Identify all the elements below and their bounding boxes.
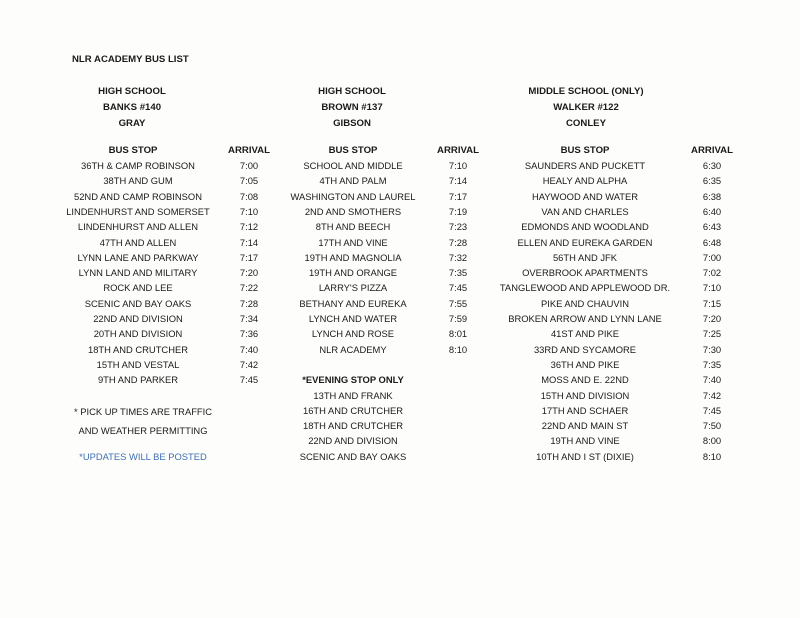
column-2-heading — [300, 84, 404, 132]
arrival-time: 7:10 — [448, 160, 468, 171]
stop-name: PIKE AND CHAUVIN — [540, 297, 630, 309]
driver-label: CONLEY — [566, 118, 606, 129]
arrival-time: 6:30 — [702, 160, 722, 171]
stop-name: LYNCH AND ROSE — [311, 328, 395, 340]
arrival-header: ARRIVAL — [228, 145, 270, 156]
arrival-time: 6:38 — [702, 190, 722, 202]
school-label: MIDDLE SCHOOL (ONLY) — [528, 86, 644, 97]
arrival-time: 7:45 — [239, 374, 259, 386]
stop-name: 17TH AND SCHAER — [541, 404, 629, 416]
arrival-header: ARRIVAL — [437, 145, 479, 156]
stop-name: 19TH AND ORANGE — [308, 267, 398, 279]
stop-name: 20TH AND DIVISION — [93, 328, 183, 340]
arrival-time: 7:30 — [702, 343, 722, 355]
stop-name: 19TH AND MAGNOLIA — [304, 251, 402, 263]
arrival-time: 7:12 — [239, 221, 259, 233]
stop-name: LINDENHURST AND SOMERSET — [66, 205, 210, 217]
arrival-time: 6:48 — [702, 236, 722, 248]
stop-name: 18TH AND CRUTCHER — [87, 343, 188, 355]
stop-name: WASHINGTON AND LAUREL — [290, 190, 416, 202]
driver-label: GRAY — [118, 118, 146, 129]
arrival-time: 7:55 — [448, 297, 468, 309]
stop-name: 15TH AND DIVISION — [540, 389, 630, 401]
stop-name: LARRY'S PIZZA — [318, 282, 388, 294]
stop-name: LYNCH AND WATER — [308, 313, 398, 324]
stop-name: 4TH AND PALM — [319, 175, 387, 187]
arrival-time: 7:50 — [702, 420, 722, 432]
arrival-time: 6:35 — [702, 175, 722, 187]
stop-name: BROKEN ARROW AND LYNN LANE — [508, 313, 662, 324]
stop-name: SCHOOL AND MIDDLE — [303, 160, 403, 171]
arrival-time: 7:25 — [702, 328, 722, 340]
stop-name: HEALY AND ALPHA — [542, 175, 628, 187]
stop-name: 15TH AND VESTAL — [96, 358, 180, 370]
stop-name: MOSS AND E. 22ND — [541, 374, 629, 386]
arrival-header: ARRIVAL — [691, 145, 733, 156]
traffic-note — [50, 402, 236, 440]
arrival-time: 7:08 — [239, 190, 259, 202]
stop-name: 36TH & CAMP ROBINSON — [81, 160, 195, 171]
arrival-time: 7:00 — [239, 160, 259, 171]
arrival-time: 7:19 — [448, 205, 468, 217]
bus-label: BANKS #140 — [102, 102, 162, 113]
school-label: HIGH SCHOOL — [98, 86, 166, 97]
bus-label: WALKER #122 — [553, 102, 619, 113]
stop-name: 22ND AND MAIN ST — [541, 420, 629, 432]
arrival-time: 8:01 — [448, 328, 468, 340]
arrival-time: 7:28 — [239, 297, 259, 309]
arrival-time: 7:32 — [448, 251, 468, 263]
arrival-time: 7:14 — [448, 175, 468, 187]
arrival-time: 7:20 — [239, 267, 259, 279]
stop-name: ROCK AND LEE — [103, 282, 173, 294]
stop-name: VAN AND CHARLES — [541, 205, 629, 217]
stop-name: 38TH AND GUM — [103, 175, 173, 187]
column-3-heading — [516, 84, 656, 132]
arrival-time: 7:22 — [239, 282, 259, 294]
stop-name: 10TH AND I ST (DIXIE) — [536, 450, 634, 462]
arrival-time: 7:45 — [702, 404, 722, 416]
arrival-time: 7:17 — [239, 251, 259, 263]
arrival-time: 8:10 — [702, 450, 722, 462]
stop-name: HAYWOOD AND WATER — [531, 190, 639, 202]
arrival-time: 6:40 — [702, 205, 722, 217]
note-line: * PICK UP TIMES ARE TRAFFIC — [73, 406, 213, 417]
arrival-time: 7:14 — [239, 236, 259, 248]
stop-name: 47TH AND ALLEN — [99, 236, 177, 248]
stop-name: 13TH AND FRANK — [313, 389, 393, 401]
arrival-time: 8:00 — [702, 435, 722, 447]
stop-name: SCENIC AND BAY OAKS — [299, 450, 407, 462]
stop-name: LYNN LANE AND PARKWAY — [77, 251, 199, 263]
arrival-time: 7:42 — [702, 389, 722, 401]
arrival-time: 7:40 — [702, 374, 722, 386]
arrival-time: 7:02 — [702, 267, 722, 279]
arrival-time: 6:43 — [702, 221, 722, 233]
arrival-time: 7:35 — [702, 358, 722, 370]
driver-label: GIBSON — [333, 118, 371, 129]
stop-name: 52ND AND CAMP ROBINSON — [74, 190, 202, 202]
note-line: AND WEATHER PERMITTING — [78, 425, 208, 436]
stop-name: 56TH AND JFK — [552, 251, 618, 263]
bus-stop-header: BUS STOP — [560, 145, 610, 156]
arrival-time: 7:23 — [448, 221, 468, 233]
school-label: HIGH SCHOOL — [318, 86, 386, 97]
arrival-time: 7:10 — [239, 205, 259, 217]
document-title: NLR ACADEMY BUS LIST — [72, 54, 189, 65]
arrival-time: 7:17 — [448, 190, 468, 202]
stop-name: 2ND AND SMOTHERS — [304, 205, 402, 217]
stop-name: SCENIC AND BAY OAKS — [84, 297, 192, 309]
arrival-time: 7:36 — [239, 328, 259, 340]
evening-title: *EVENING STOP ONLY — [302, 374, 404, 386]
stop-name: 8TH AND BEECH — [315, 221, 391, 233]
arrival-time: 7:34 — [239, 313, 259, 324]
bus-stop-header: BUS STOP — [328, 145, 378, 156]
stop-name: LYNN LAND AND MILITARY — [78, 267, 198, 279]
stop-name: ELLEN AND EUREKA GARDEN — [517, 236, 653, 248]
bus-label: BROWN #137 — [321, 102, 383, 113]
stop-name: 19TH AND VINE — [550, 435, 620, 447]
arrival-time: 7:10 — [702, 282, 722, 294]
arrival-time: 7:45 — [448, 282, 468, 294]
arrival-time: 7:15 — [702, 297, 722, 309]
stop-name: EDMONDS AND WOODLAND — [521, 221, 649, 233]
column-1-heading — [82, 84, 182, 132]
stop-name: NLR ACADEMY — [319, 343, 387, 355]
stop-name: 9TH AND PARKER — [97, 374, 179, 386]
stop-name: BETHANY AND EUREKA — [299, 297, 407, 309]
arrival-time: 7:00 — [702, 251, 722, 263]
stop-name: LINDENHURST AND ALLEN — [77, 221, 199, 233]
stop-name: TANGLEWOOD AND APPLEWOOD DR. — [499, 282, 671, 294]
arrival-time: 7:35 — [448, 267, 468, 279]
bus-stop-header: BUS STOP — [108, 145, 158, 156]
stop-name: 17TH AND VINE — [318, 236, 388, 248]
arrival-time: 7:05 — [239, 175, 259, 187]
arrival-time: 7:59 — [448, 313, 468, 324]
arrival-time: 7:42 — [239, 358, 259, 370]
stop-name: 18TH AND CRUTCHER — [302, 420, 403, 432]
arrival-time: 7:40 — [239, 343, 259, 355]
updates-note: *UPDATES WILL BE POSTED — [79, 451, 207, 462]
arrival-time: 7:20 — [702, 313, 722, 324]
stop-name: 36TH AND PIKE — [550, 358, 620, 370]
stop-name: 22ND AND DIVISION — [308, 435, 398, 447]
arrival-time: 8:10 — [448, 343, 468, 355]
arrival-time: 7:28 — [448, 236, 468, 248]
stop-name: 41ST AND PIKE — [550, 328, 620, 340]
stop-name: SAUNDERS AND PUCKETT — [524, 160, 646, 171]
stop-name: OVERBROOK APARTMENTS — [522, 267, 648, 279]
stop-name: 22ND AND DIVISION — [93, 313, 183, 324]
stop-name: 33RD AND SYCAMORE — [533, 343, 637, 355]
stop-name: 16TH AND CRUTCHER — [302, 404, 403, 416]
